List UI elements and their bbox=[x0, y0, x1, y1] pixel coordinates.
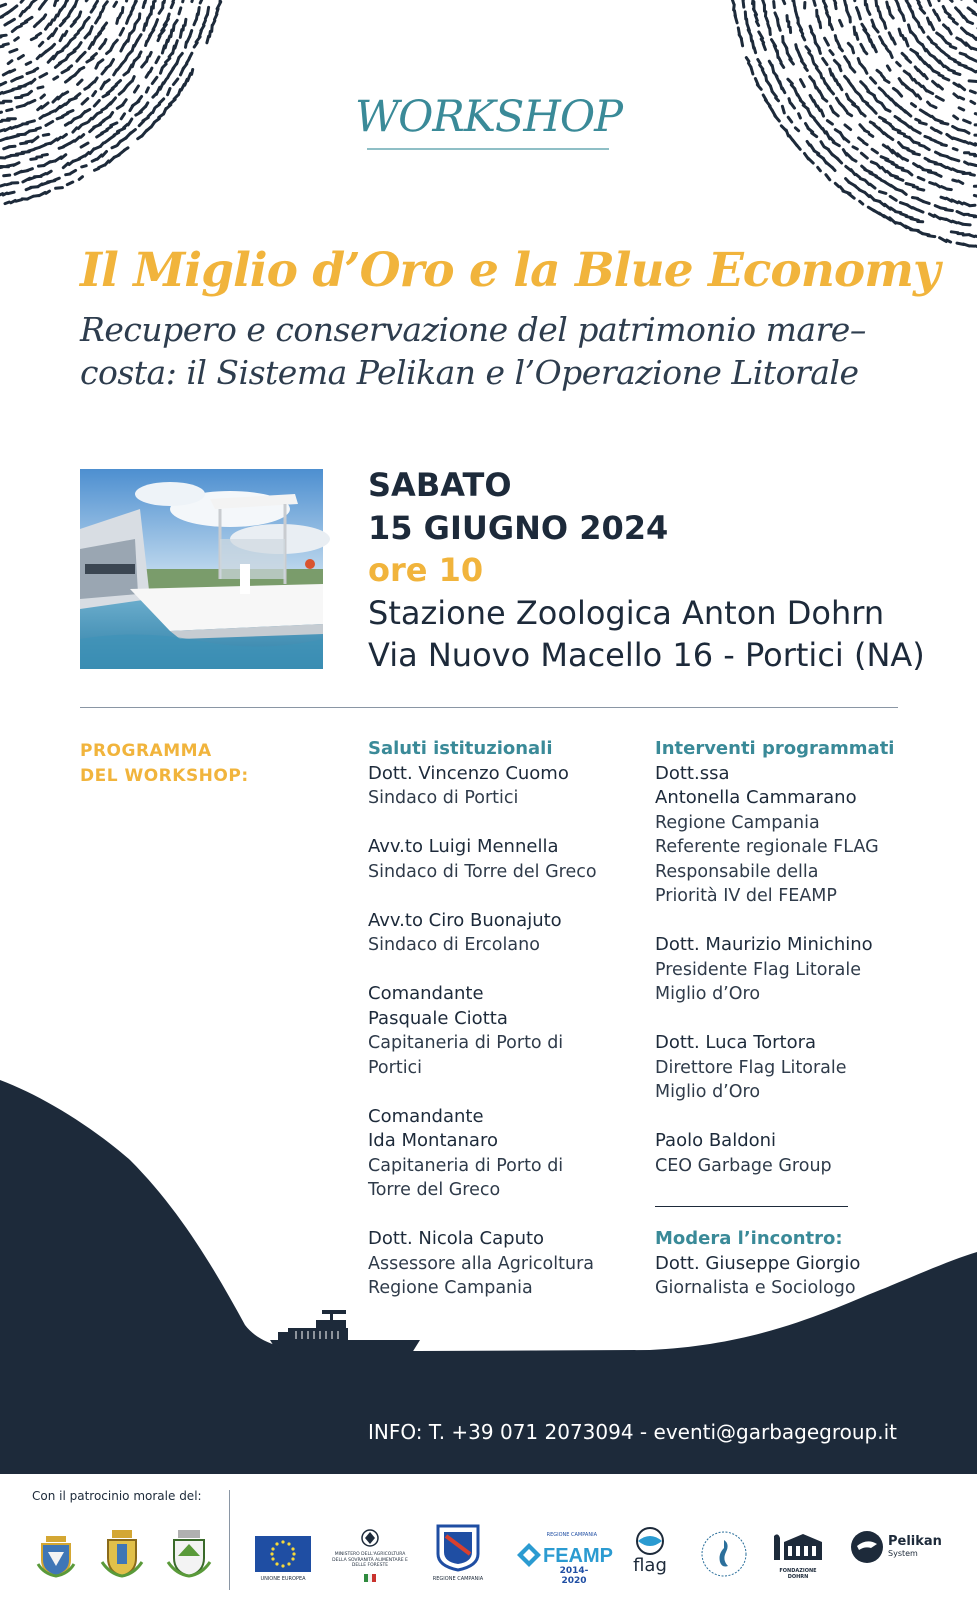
feamp-label: FEAMP bbox=[543, 1545, 613, 1567]
feamp-years: 2014-2020 bbox=[559, 1566, 589, 1586]
flag-logo-text: flag bbox=[633, 1555, 667, 1576]
stazione-zoologica-logo bbox=[700, 1530, 748, 1582]
speaker-name: Avv.to Ciro Buonajuto bbox=[368, 909, 562, 931]
speaker-name: Antonella Cammarano bbox=[655, 787, 857, 808]
footer-separator bbox=[229, 1490, 230, 1590]
speaker-name: Comandante bbox=[368, 983, 484, 1004]
speaker-name: Pasquale Ciotta bbox=[368, 1007, 508, 1029]
speaker-role: CEO Garbage Group bbox=[655, 1155, 832, 1176]
event-time: ore 10 bbox=[368, 551, 484, 589]
pelikan-sub: System bbox=[888, 1549, 918, 1558]
contact-info: INFO: T. +39 071 2073094 - eventi@garbagegroup.it bbox=[368, 1420, 897, 1444]
workshop-label: WORKSHOP bbox=[354, 92, 623, 142]
speaker-role: Regione Campania bbox=[368, 1278, 533, 1298]
event-address: Via Nuovo Macello 16 - Portici (NA) bbox=[368, 636, 925, 674]
coat-of-arms-portici-logo bbox=[38, 1530, 74, 1582]
feamp-logo bbox=[515, 1532, 613, 1586]
fondazione-dohrn-logo bbox=[770, 1530, 826, 1580]
feamp-top-text: REGIONE CAMPANIA bbox=[546, 1532, 597, 1538]
moderator-heading: Modera l’incontro: bbox=[655, 1228, 843, 1249]
boat-photo bbox=[80, 469, 323, 669]
coat-of-arms-ercolano-logo bbox=[168, 1526, 210, 1582]
speaker-role: Sindaco di Portici bbox=[368, 788, 519, 808]
speaker-role: Presidente Flag Litorale bbox=[655, 959, 862, 980]
greetings-heading: Saluti istituzionali bbox=[368, 738, 553, 759]
speaker-name: Paolo Baldoni bbox=[655, 1130, 777, 1151]
moderator-divider bbox=[655, 1206, 848, 1207]
speaker-role: Responsabile della bbox=[655, 861, 819, 882]
speaker-name: Ida Montanaro bbox=[368, 1130, 498, 1151]
dohrn-logo-text: FONDAZIONE DOHRN bbox=[779, 1568, 817, 1580]
speaker-name: Dott. Maurizio Minichino bbox=[655, 934, 873, 955]
speaker-role: Direttore Flag Litorale bbox=[655, 1057, 847, 1078]
speaker-name: Avv.to Luigi Mennella bbox=[368, 836, 559, 857]
ministry-logo-text: MINISTERO DELL'AGRICOLTURA DELLA SOVRANITÀ ALIMENTARE E DELLE FORESTE bbox=[332, 1552, 408, 1568]
speaker-role: Regione Campania bbox=[655, 812, 820, 833]
event-title: Il Miglio d’Oro e la Blue Economy bbox=[80, 243, 940, 298]
subtitle-line: costa: il Sistema Pelikan e l’Operazione Litorale bbox=[80, 353, 859, 392]
event-date: 15 GIUGNO 2024 bbox=[368, 509, 669, 547]
event-venue: Stazione Zoologica Anton Dohrn bbox=[368, 594, 885, 632]
pelikan-name: Pelikan bbox=[888, 1534, 942, 1549]
moderator-name: Dott. Giuseppe Giorgio bbox=[655, 1252, 861, 1274]
speaker-name: Dott. Nicola Caputo bbox=[368, 1228, 545, 1249]
subtitle-line: Recupero e conservazione del patrimonio mare– bbox=[80, 310, 866, 349]
program-label-line: DEL WORKSHOP: bbox=[80, 766, 249, 786]
divider bbox=[80, 707, 898, 708]
speaker-role: Capitaneria di Porto di bbox=[368, 1033, 564, 1053]
moderator-block bbox=[655, 1227, 955, 1301]
eu-flag-logo bbox=[255, 1536, 311, 1582]
campania-logo-text: REGIONE CAMPANIA bbox=[432, 1576, 484, 1582]
speaker-role: Assessore alla Agricoltura bbox=[368, 1253, 594, 1274]
eu-logo-text: UNIONE EUROPEA bbox=[260, 1576, 306, 1582]
speaker-role: Miglio d’Oro bbox=[655, 1082, 761, 1102]
speaker-name: Dott.ssa bbox=[655, 762, 730, 784]
speaker-role: Portici bbox=[368, 1057, 423, 1078]
event-day: SABATO bbox=[368, 466, 512, 504]
speaker-role: Miglio d’Oro bbox=[655, 984, 761, 1004]
coat-of-arms-torre-del-greco-logo bbox=[102, 1526, 142, 1582]
speaker-role: Capitaneria di Porto di bbox=[368, 1155, 564, 1176]
ministry-logo bbox=[330, 1528, 410, 1588]
workshop-underline bbox=[367, 148, 609, 150]
moderator-role: Giornalista e Sociologo bbox=[655, 1278, 856, 1298]
speaker-role: Priorità IV del FEAMP bbox=[655, 886, 837, 906]
speaker-name: Comandante bbox=[368, 1105, 484, 1127]
speaker-role: Referente regionale FLAG bbox=[655, 837, 879, 857]
speaker-role: Sindaco di Ercolano bbox=[368, 935, 540, 955]
program-label bbox=[80, 739, 249, 789]
program-label-line: PROGRAMMA bbox=[80, 741, 212, 761]
speaker-role: Sindaco di Torre del Greco bbox=[368, 861, 597, 882]
speaker-name: Dott. Luca Tortora bbox=[655, 1032, 817, 1053]
speaker-role: Torre del Greco bbox=[368, 1180, 501, 1200]
event-subtitle bbox=[80, 308, 880, 394]
greetings-column bbox=[368, 737, 638, 1301]
talks-heading: Interventi programmati bbox=[655, 738, 895, 759]
patronage-label: Con il patrocinio morale del: bbox=[32, 1489, 202, 1503]
talks-column bbox=[655, 737, 925, 1178]
regione-campania-logo bbox=[432, 1524, 484, 1582]
speaker-name: Dott. Vincenzo Cuomo bbox=[368, 762, 569, 784]
flag-logo bbox=[630, 1525, 670, 1576]
